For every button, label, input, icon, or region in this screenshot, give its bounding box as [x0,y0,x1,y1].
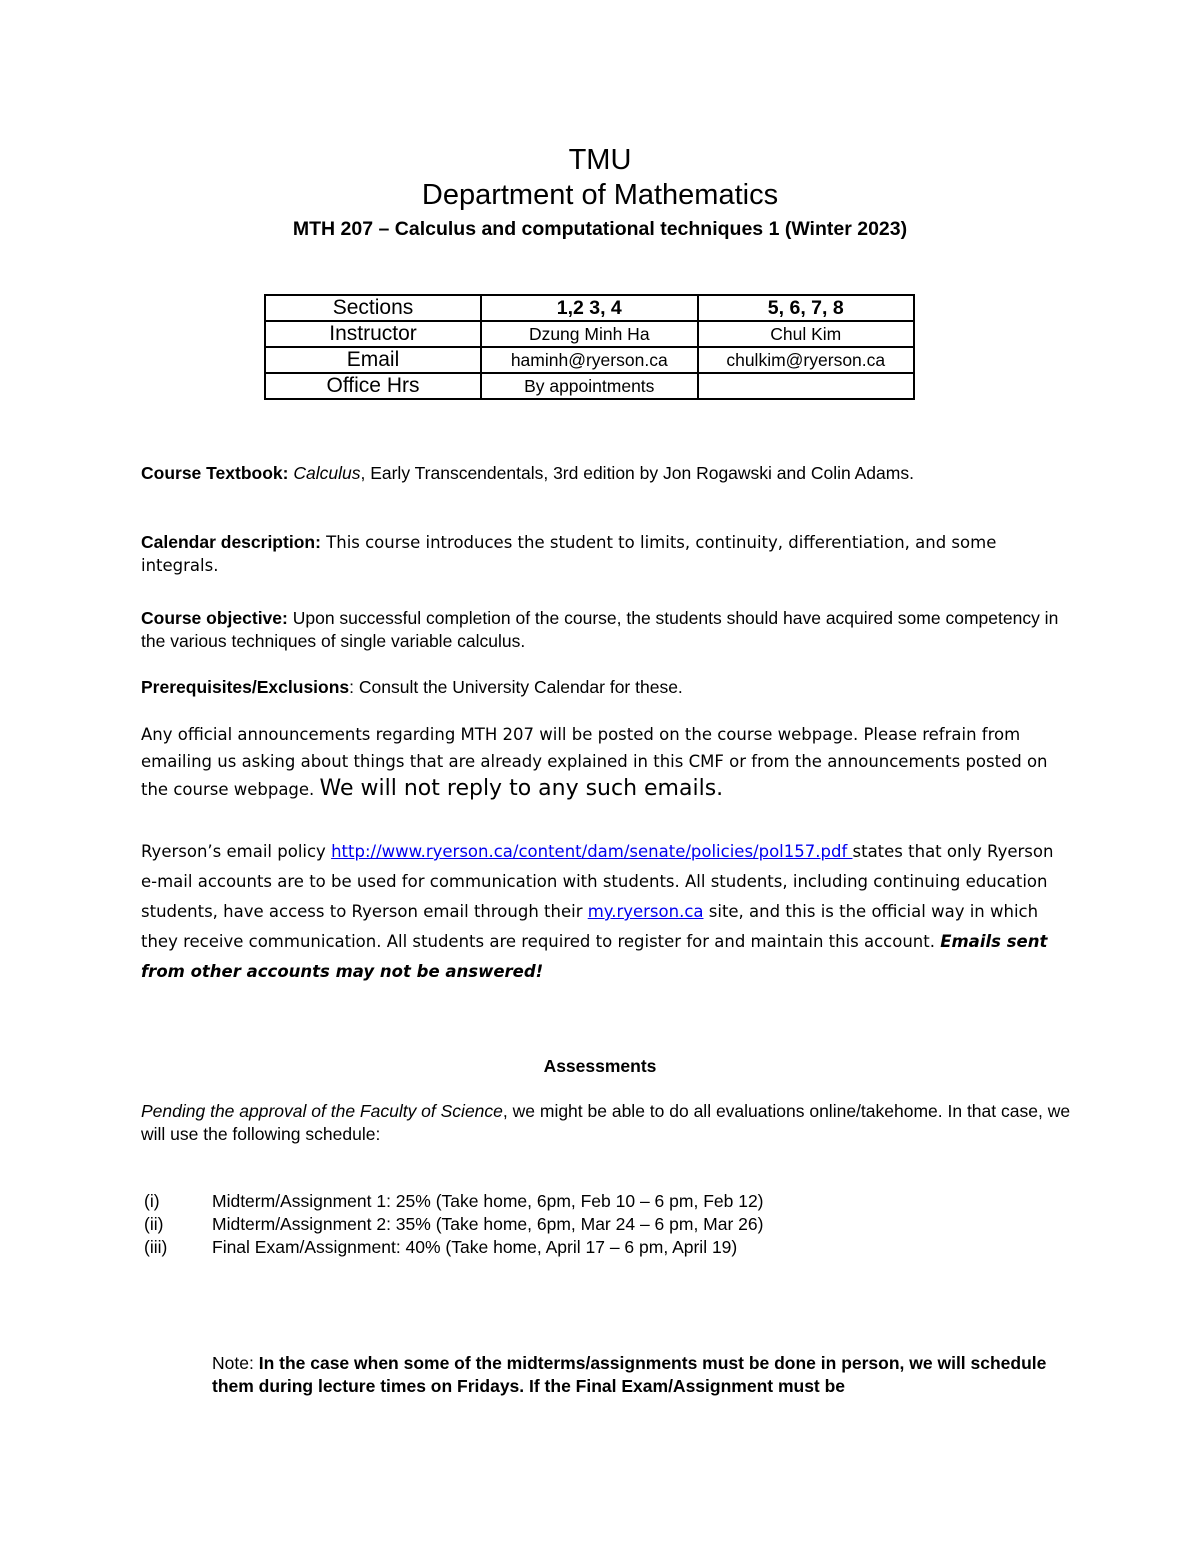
email-policy-paragraph [141,837,1071,987]
email-policy-part3: site, and this is the official way in which they receive communication. All students are required to register for and maintain this account. [141,902,1039,951]
table-row [265,347,914,373]
list-item-number: (ii) [144,1214,164,1234]
list-item [144,1213,763,1236]
office-hrs-col-1: By appointments [481,373,698,399]
announcements-paragraph [141,721,1071,803]
table-row [265,373,914,399]
announcements-text: Any official announcements regarding MTH 207 will be posted on the course webpage. Please refrain from emailing us asking about things that are already explained in this CMF or from the announcements posted on the course webpage. [141,725,1048,799]
course-title: MTH 207 – Calculus and computational techniques 1 (Winter 2023) [292,218,908,240]
note-text: In the case when some of the midterms/assignments must be done in person, we will schedule them during lecture times on Fridays. If the Final Exam/Assignment must be [212,1353,1047,1396]
instructor-col-1: Dzung Minh Ha [481,321,698,347]
university-name: TMU [568,144,632,176]
objective-paragraph [141,607,1071,653]
assessments-intro-text: , we might be able to do all evaluations online/takehome. In that case, we will use the following schedule: [141,1101,1071,1144]
email-policy-part2: states that only Ryerson e-mail accounts are to be used for communication with students. All students, including continuing education students, have access to Ryerson email through their [141,842,1054,921]
note-label: Note: [212,1353,259,1373]
prereq-paragraph [141,676,1071,699]
prereq-text: : Consult the University Calendar for these. [349,677,683,697]
textbook-label: Course Textbook: [141,463,289,483]
assessments-heading: Assessments [543,1056,657,1076]
prereq-label: Prerequisites/Exclusions [141,677,350,697]
sections-col-2: 5, 6, 7, 8 [698,295,915,321]
calendar-text: This course introduces the student to limits, continuity, differentiation, and some integrals. [141,533,997,575]
list-item [144,1236,737,1259]
list-item-text: Midterm/Assignment 2: 35% (Take home, 6pm, Mar 24 – 6 pm, Mar 26) [212,1214,764,1234]
textbook-details: , Early Transcendentals, 3rd edition by Jon Rogawski and Colin Adams. [360,463,914,483]
table-row [265,321,914,347]
email-policy-part1: Ryerson’s email policy [141,842,332,861]
department-name: Department of Mathematics [421,179,779,211]
calendar-paragraph [141,531,1071,577]
row-label-office-hrs: Office Hrs [265,373,481,399]
instructor-table [264,294,915,400]
instructor-col-2: Chul Kim [698,321,915,347]
list-item-text: Midterm/Assignment 1: 25% (Take home, 6pm, Feb 10 – 6 pm, Feb 12) [212,1191,764,1211]
sections-col-1: 1,2 3, 4 [481,295,698,321]
assessments-intro-italic: Pending the approval of the Faculty of Science [141,1101,503,1121]
row-label-email: Email [265,347,481,373]
email-col-1: haminh@ryerson.ca [481,347,698,373]
row-label-sections: Sections [265,295,481,321]
email-col-2: chulkim@ryerson.ca [698,347,915,373]
objective-text: Upon successful completion of the course, the students should have acquired some competency in the various techniques of single variable calculus. [141,608,1059,651]
email-warning: Emails sent from other accounts may not be answered! [141,932,1048,981]
row-label-instructor: Instructor [265,321,481,347]
textbook-title: Calculus [293,463,361,483]
list-item-text: Final Exam/Assignment: 40% (Take home, April 17 – 6 pm, April 19) [212,1237,738,1257]
calendar-label: Calendar description: [141,532,321,552]
textbook-paragraph [141,462,1071,485]
announcements-emphasis: We will not reply to any such emails. [319,776,724,801]
list-item-number: (i) [144,1191,160,1211]
list-item-number: (iii) [144,1237,168,1257]
objective-label: Course objective: [141,608,288,628]
assessments-intro [141,1100,1071,1146]
note-paragraph [212,1352,1072,1398]
list-item [144,1190,764,1213]
table-row [265,295,914,321]
my-ryerson-link[interactable]: my.ryerson.ca [587,902,704,921]
office-hrs-col-2 [698,373,915,399]
policy-link[interactable]: http://www.ryerson.ca/content/dam/senate/policies/pol157.pdf [331,842,853,861]
